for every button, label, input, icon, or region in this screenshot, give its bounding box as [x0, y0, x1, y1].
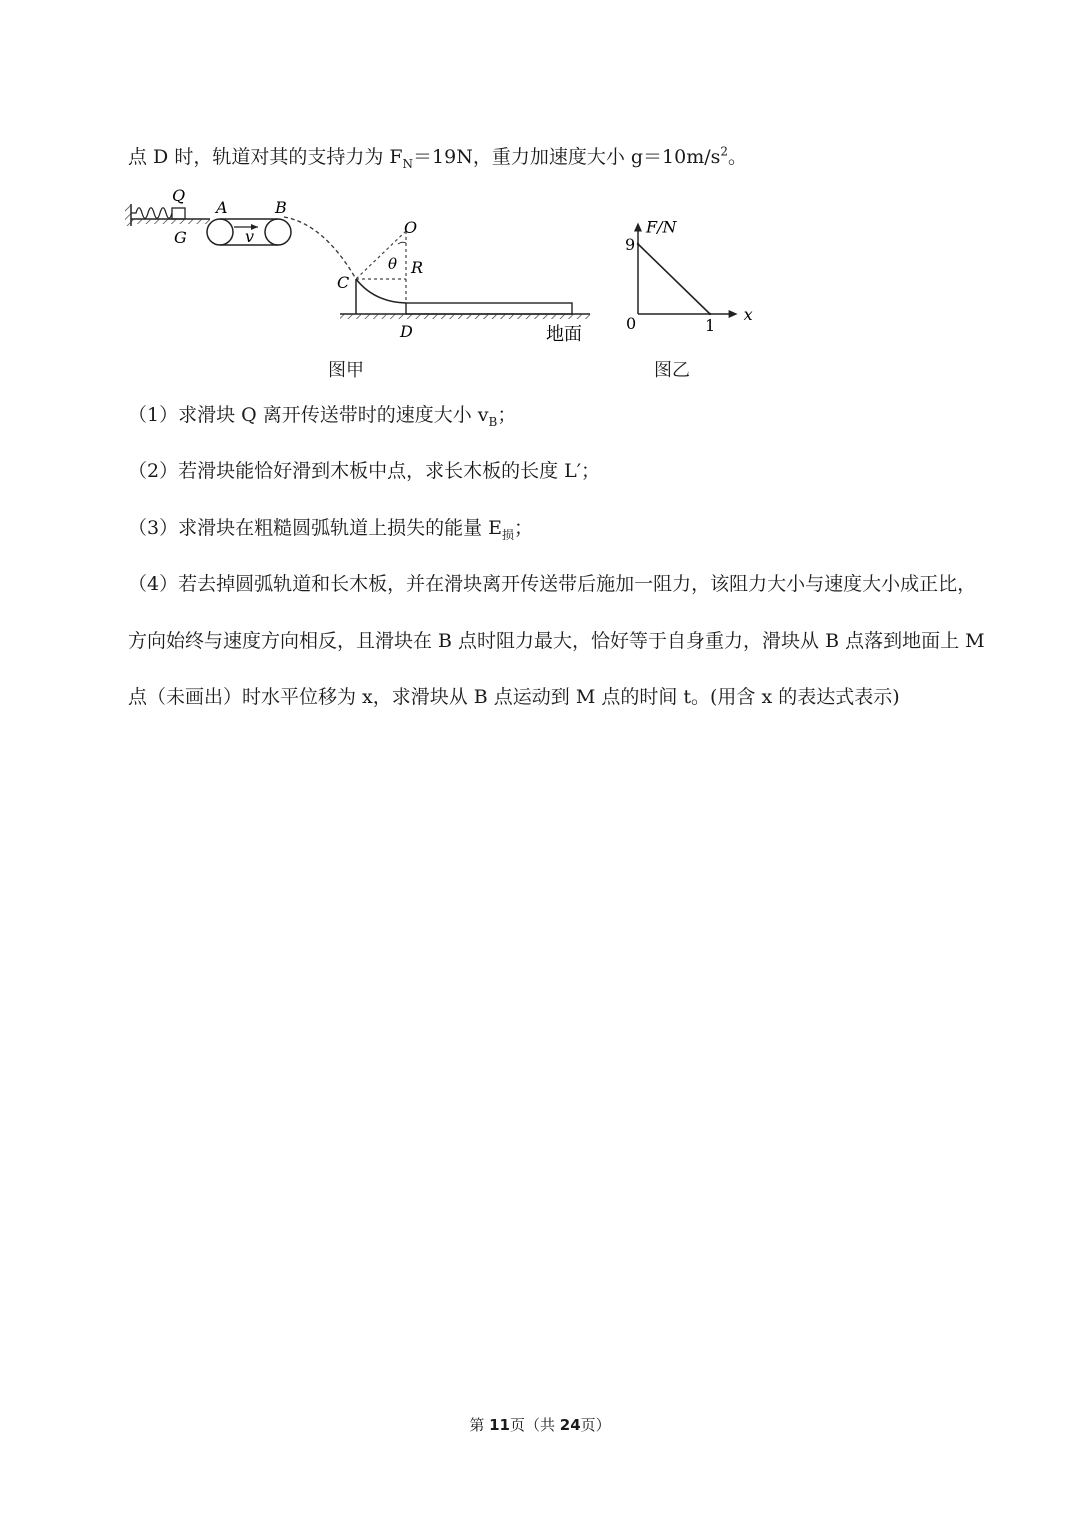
- data-point: [709, 313, 711, 315]
- label-ground: 地面: [546, 324, 582, 345]
- origin-label: 0: [626, 314, 637, 333]
- x-axis-arrow: [729, 310, 738, 318]
- wall: [125, 204, 131, 226]
- label-r: R: [411, 258, 424, 277]
- label-g: G: [174, 228, 187, 247]
- question-1: （1）求滑块 Q 离开传送带时的速度大小 $v_B$；: [128, 404, 517, 429]
- label-theta: θ: [388, 255, 398, 273]
- label-b: B: [275, 198, 287, 217]
- x-axis-label: x: [743, 305, 753, 324]
- y-axis-arrow: [634, 222, 642, 231]
- page-footer: 第 11页（共 24页）: [469, 1416, 611, 1434]
- y-axis-label: F/N: [646, 217, 677, 237]
- figure-jia: [124, 186, 604, 386]
- data-point: [637, 243, 639, 245]
- y-tick-label: 9: [625, 235, 636, 254]
- ground: [340, 314, 590, 319]
- arc-track: [356, 279, 406, 314]
- question-2: （2）若滑块能恰好滑到木板中点，求长木板的长度 L′；: [128, 460, 601, 482]
- intro-line: 点 D 时，轨道对其的支持力为 $F_N=19N$，重力加速度大小 $g=10m/s^2$。: [128, 144, 748, 171]
- label-a: A: [216, 198, 228, 217]
- long-board: [406, 303, 572, 314]
- caption-jia: 图甲: [328, 360, 364, 381]
- label-v: v: [245, 227, 255, 246]
- label-o: O: [404, 218, 418, 237]
- label-d: D: [400, 322, 413, 341]
- trajectory-dashed: [284, 217, 356, 279]
- label-c: C: [337, 273, 350, 292]
- question-3: （3）求滑块在粗糙圆弧轨道上损失的能量 $E_损$；: [128, 517, 534, 542]
- series-line: [638, 244, 710, 314]
- figure-yi-chart: [612, 204, 772, 384]
- block-q: [172, 208, 185, 219]
- question-4-line-1: （4）若去掉圆弧轨道和长木板，并在滑块离开传送带后施加一阻力，该阻力大小与速度大小成正比，: [128, 573, 977, 595]
- question-4-line-3: 点（未画出）时水平位移为 x，求滑块从 B 点运动到 M 点的时间 t。(用含 x 的表达式表示): [128, 686, 900, 708]
- spring: [131, 208, 172, 219]
- arc-geometry: [356, 231, 406, 303]
- x-tick-label: 1: [705, 316, 716, 335]
- label-q: Q: [172, 186, 186, 205]
- question-4-line-2: 方向始终与速度方向相反，且滑块在 B 点时阻力最大，恰好等于自身重力，滑块从 B 点落到地面上 M: [128, 630, 985, 652]
- platform-g: [131, 219, 210, 224]
- caption-yi: 图乙: [654, 360, 690, 381]
